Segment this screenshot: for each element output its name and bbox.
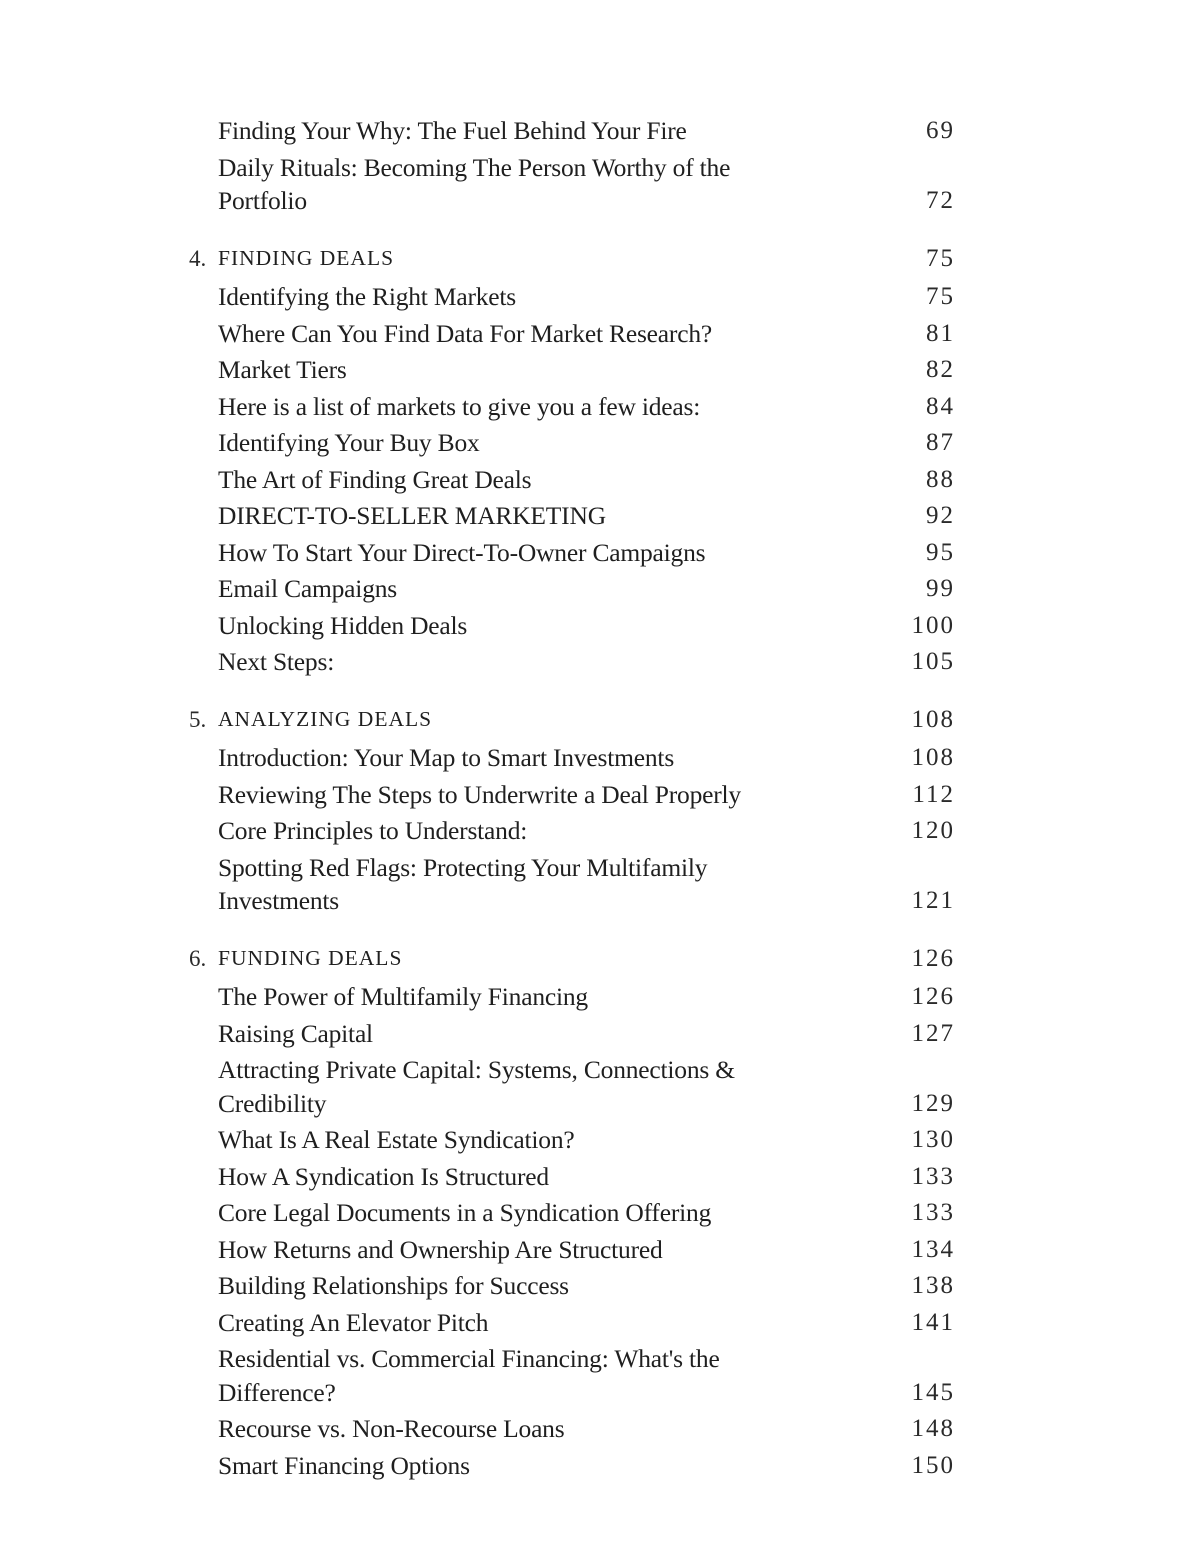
toc-entry-page: 92 [926, 502, 955, 529]
toc-entry[interactable] [0, 280, 1200, 314]
chapter-page: 75 [926, 244, 955, 272]
toc-entry[interactable] [0, 814, 1200, 848]
toc-entry[interactable] [0, 1412, 1200, 1446]
toc-entry-page: 138 [911, 1272, 955, 1299]
toc-entry[interactable] [0, 1196, 1200, 1230]
toc-entry-title: How To Start Your Direct-To-Owner Campaigns [218, 537, 706, 567]
toc-entry-page: 81 [926, 319, 955, 347]
toc-entry-page: 133 [911, 1199, 955, 1226]
toc-entry[interactable] [0, 1053, 1200, 1120]
toc-entry-page: 75 [926, 283, 955, 310]
toc-entry[interactable] [0, 1342, 1200, 1409]
toc-entry-title: Raising Capital [218, 1018, 373, 1048]
toc-entry-title: The Art of Finding Great Deals [218, 464, 532, 494]
toc-entry-title: Next Steps: [218, 647, 335, 676]
toc-entry[interactable] [0, 1269, 1200, 1303]
toc-entry-page: 95 [926, 538, 955, 566]
toc-entry[interactable] [0, 499, 1200, 533]
toc-entry[interactable] [0, 1233, 1200, 1267]
toc-entry-page: 99 [926, 575, 955, 602]
toc-entry-title: Where Can You Find Data For Market Research? [218, 318, 712, 348]
chapter-page: 108 [911, 705, 955, 733]
toc-entry-title: The Power of Multifamily Financing [218, 982, 588, 1011]
toc-entry-title: How Returns and Ownership Are Structured [218, 1234, 663, 1264]
chapter-title: FUNDING DEALS [218, 945, 403, 970]
toc-entry-title: Email Campaigns [218, 574, 398, 603]
toc-entry[interactable] [0, 741, 1200, 775]
toc-entry[interactable] [0, 1306, 1200, 1340]
toc-entry[interactable] [0, 1160, 1200, 1194]
toc-entry-title: Market Tiers [218, 355, 347, 384]
toc-entry-page: 141 [911, 1308, 955, 1336]
chapter-title: FINDING DEALS [218, 245, 395, 270]
toc-entry-page: 112 [912, 780, 955, 808]
toc-entry[interactable] [0, 463, 1200, 497]
toc-entry[interactable] [0, 851, 1200, 918]
toc-entry-page: 133 [911, 1162, 955, 1190]
toc-entry[interactable] [0, 1017, 1200, 1051]
toc-entry-title: Residential vs. Commercial Financing: What's the Difference? [218, 1344, 720, 1407]
toc-entry-page: 100 [911, 611, 955, 639]
toc-entry-title: Core Legal Documents in a Syndication Offering [218, 1198, 712, 1227]
toc-entry-page: 120 [911, 817, 955, 844]
toc-chapter-4[interactable] [0, 242, 1200, 276]
toc-entry-page: 72 [926, 187, 955, 214]
toc-entry[interactable] [0, 151, 1200, 218]
toc-entry[interactable] [0, 426, 1200, 460]
toc-entry[interactable] [0, 353, 1200, 387]
chapter-page: 126 [911, 944, 955, 972]
toc-entry-page: 134 [911, 1235, 955, 1263]
chapter-title: ANALYZING DEALS [218, 706, 433, 731]
toc-entry-page: 127 [911, 1019, 955, 1047]
toc-entry-page: 105 [911, 648, 955, 675]
toc-entry[interactable] [0, 609, 1200, 643]
toc-entry-title: Creating An Elevator Pitch [218, 1307, 489, 1337]
toc-entry-page: 150 [911, 1451, 955, 1479]
toc-entry[interactable] [0, 390, 1200, 424]
toc-entry-title: Core Principles to Understand: [218, 816, 528, 845]
toc-entry-title: How A Syndication Is Structured [218, 1161, 549, 1191]
toc-entry-title: Identifying the Right Markets [218, 282, 517, 311]
toc-entry-page: 82 [926, 356, 955, 383]
chapter-number: 6. [189, 945, 207, 971]
toc-entry-page: 126 [911, 983, 955, 1010]
toc-entry-title: Spotting Red Flags: Protecting Your Multifamily Investments [218, 852, 708, 915]
toc-entry-title: Here is a list of markets to give you a few ideas: [218, 391, 701, 421]
toc-entry-title: Recourse vs. Non-Recourse Loans [218, 1414, 565, 1443]
toc-entry[interactable] [0, 317, 1200, 351]
toc-entry-title: What Is A Real Estate Syndication? [218, 1125, 575, 1154]
toc-entry[interactable] [0, 980, 1200, 1014]
toc-entry-title: Reviewing The Steps to Underwrite a Deal Properly [218, 779, 741, 809]
toc-entry-page: 148 [911, 1415, 955, 1442]
toc-entry[interactable] [0, 572, 1200, 606]
toc-entry[interactable] [0, 114, 1200, 148]
toc-entry[interactable] [0, 1123, 1200, 1157]
toc-entry-page: 69 [926, 117, 955, 144]
chapter-number: 4. [189, 245, 207, 271]
toc-entry-page: 88 [926, 465, 955, 493]
toc-entry-title: Finding Your Why: The Fuel Behind Your Fire [218, 116, 687, 145]
chapter-number: 5. [189, 706, 207, 732]
toc-entry-page: 121 [911, 887, 955, 914]
toc-entry-title: Introduction: Your Map to Smart Investments [218, 743, 675, 772]
toc-entry-page: 84 [926, 392, 955, 420]
toc-entry[interactable] [0, 536, 1200, 570]
toc-entry-title: Unlocking Hidden Deals [218, 610, 468, 640]
toc-entry-title: Attracting Private Capital: Systems, Connections & Credibility [218, 1055, 735, 1118]
toc-entry[interactable] [0, 1449, 1200, 1483]
table-of-contents [0, 114, 1200, 1482]
toc-entry[interactable] [0, 778, 1200, 812]
toc-entry-title: DIRECT-TO-SELLER MARKETING [218, 501, 606, 530]
toc-entry-page: 145 [911, 1378, 955, 1406]
toc-entry-page: 87 [926, 429, 955, 456]
toc-entry-page: 129 [911, 1089, 955, 1117]
toc-entry-title: Daily Rituals: Becoming The Person Worthy of the Portfolio [218, 152, 731, 215]
toc-entry-title: Building Relationships for Success [218, 1271, 569, 1300]
toc-entry[interactable] [0, 645, 1200, 679]
toc-entry-title: Smart Financing Options [218, 1450, 470, 1480]
toc-entry-page: 130 [911, 1126, 955, 1153]
toc-chapter-6[interactable] [0, 942, 1200, 976]
toc-chapter-5[interactable] [0, 703, 1200, 737]
toc-entry-title: Identifying Your Buy Box [218, 428, 480, 457]
toc-entry-page: 108 [911, 744, 955, 771]
